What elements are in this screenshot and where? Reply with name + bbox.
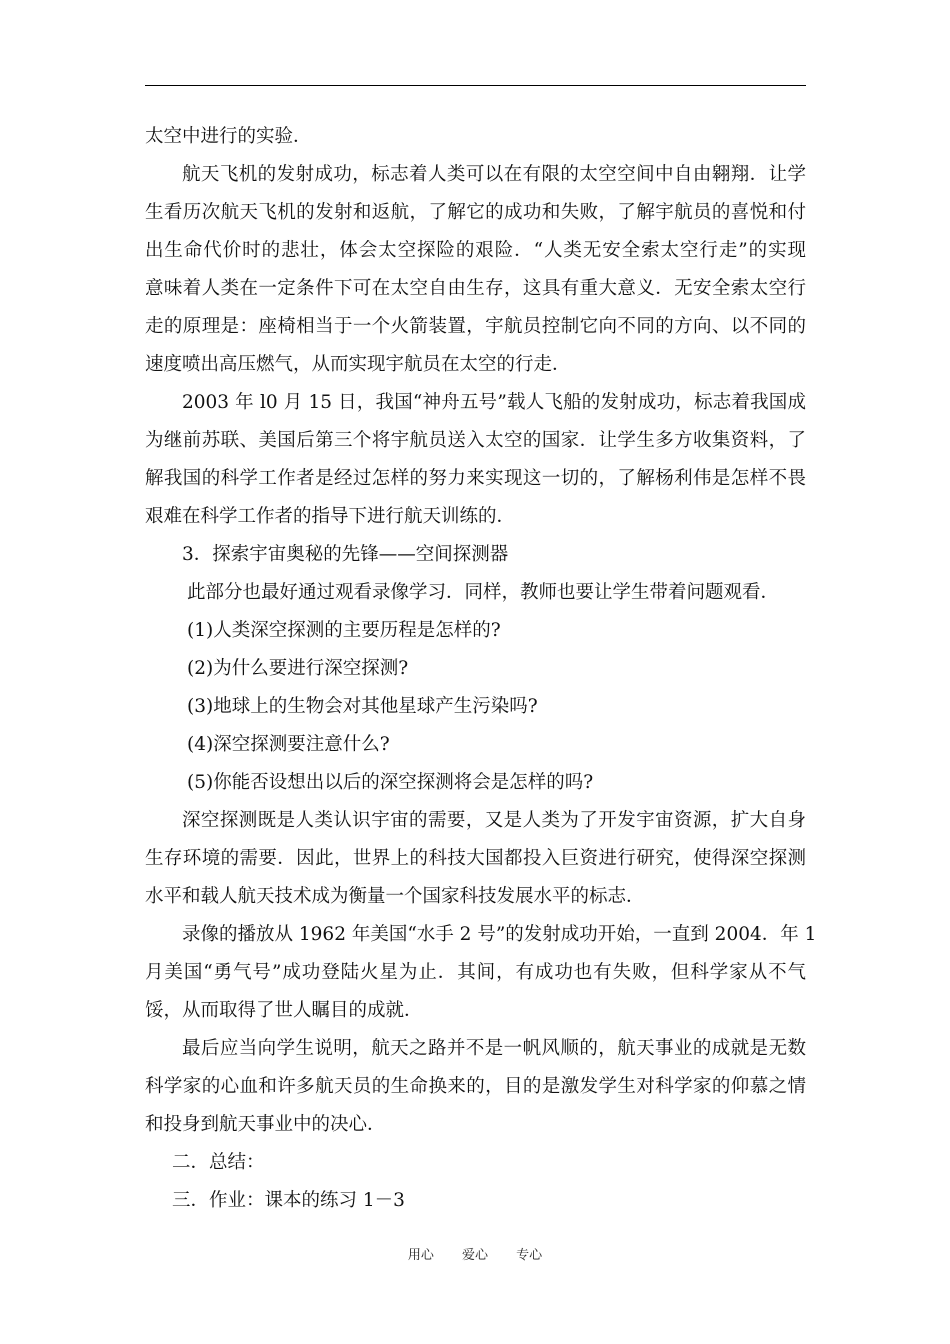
header-rule [145,85,806,86]
text-line: 生看历次航天飞机的发射和返航，了解它的成功和失败，了解宇航员的喜悦和付 [145,202,806,223]
text-line: 出生命代价时的悲壮，体会太空探险的艰险．“人类无安全索太空行走”的实现 [145,240,806,261]
section-heading: 二．总结： [172,1152,265,1173]
text-line: 航天飞机的发射成功，标志着人类可以在有限的太空空间中自由翱翔．让学 [182,164,806,185]
text-line: 馁，从而取得了世人瞩目的成就． [145,1000,423,1021]
text-line: 此部分也最好通过观看录像学习．同样，教师也要让学生带着问题观看． [187,582,780,603]
text-line: 和投身到航天事业中的决心． [145,1114,386,1135]
footer-item: 用心 [407,1248,434,1263]
text-line: 走的原理是：座椅相当于一个火箭装置，宇航员控制它向不同的方向、以不同的 [145,316,806,337]
footer-item: 爱心 [461,1248,488,1263]
text-line: 2003 年 l0 月 15 日，我国“神舟五号”载人飞船的发射成功，标志着我国成 [182,392,806,413]
document-body [145,118,817,1220]
question-item: (1)人类深空探测的主要历程是怎样的? [187,620,501,641]
text-line: 为继前苏联、美国后第三个将宇航员送入太空的国家．让学生多方收集资料，了 [145,430,806,451]
page-footer [0,1247,950,1265]
text-line: 艰难在科学工作者的指导下进行航天训练的． [145,506,516,527]
question-item: (5)你能否设想出以后的深空探测将会是怎样的吗? [187,772,594,793]
text-line: 意味着人类在一定条件下可在太空自由生存，这具有重大意义．无安全索太空行 [145,278,806,299]
text-line: 最后应当向学生说明，航天之路并不是一帆风顺的，航天事业的成就是无数 [182,1038,806,1059]
question-item: (4)深空探测要注意什么? [187,734,390,755]
text-line: 科学家的心血和许多航天员的生命换来的，目的是激发学生对科学家的仰慕之情 [145,1076,806,1097]
text-line: 生存环境的需要．因此，世界上的科技大国都投入巨资进行研究，使得深空探测 [145,848,806,869]
text-line: 深空探测既是人类认识宇宙的需要，又是人类为了开发宇宙资源，扩大自身 [182,810,806,831]
text-line: 月美国“勇气号”成功登陆火星为止．其间，有成功也有失败，但科学家从不气 [145,962,806,983]
text-line: 速度喷出高压燃气，从而实现宇航员在太空的行走． [145,354,571,375]
text-line: 解我国的科学工作者是经过怎样的努力来实现这一切的，了解杨利伟是怎样不畏 [145,468,806,489]
section-heading: 三．作业：课本的练习 1－3 [172,1190,405,1211]
text-line: 太空中进行的实验． [145,126,312,147]
question-item: (3)地球上的生物会对其他星球产生污染吗? [187,696,538,717]
text-line: 水平和载人航天技术成为衡量一个国家科技发展水平的标志． [145,886,645,907]
text-line: 录像的播放从 1962 年美国“水手 2 号”的发射成功开始，一直到 2004．年 1 [182,924,817,945]
footer-item: 专心 [516,1248,543,1263]
question-item: (2)为什么要进行深空探测? [187,658,409,679]
section-heading: 3．探索宇宙奥秘的先锋——空间探测器 [182,544,509,565]
